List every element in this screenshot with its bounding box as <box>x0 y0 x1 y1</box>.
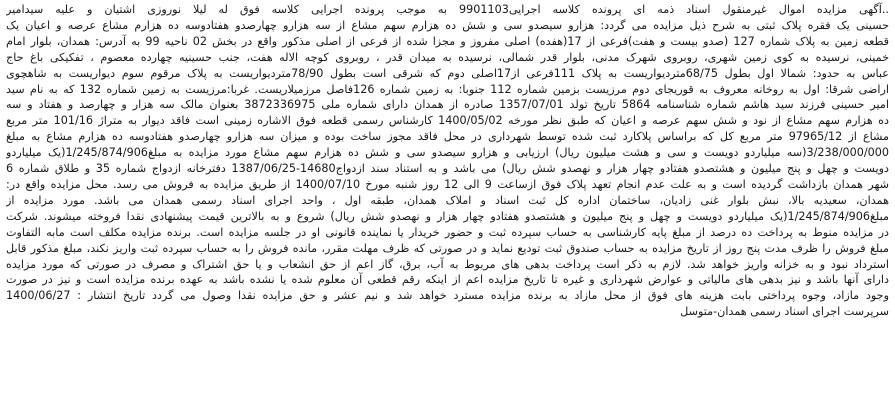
notice-line: همدان، سعیدیه بالا، نبش بلوار غنی زادیان، ساختمان اداره کل ثبت اسناد و املاک همدان، طبقه اول ، واحد اجرای اسناد رسمی همدان می باشد. مورد مزایده از <box>6 193 889 207</box>
notice-line: ..آگهی مزایده اموال غیرمنقول اسناد ذمه ای پرونده کلاسه اجرایی9901103 به موجب پرونده اجرایی کلاسه فوق له لیلا نوروزی اشتیان و علیه سیدامیر <box>6 3 889 16</box>
notice-line: دارای آنها باشد و نیز بدهی های مالیاتی و عوارض شهرداری و غیره تا تاریخ مزایده اعم از اینکه رقم قطعی آن معلوم شده یا نشده باشد به عهده برنده مزایده است و نیز در صورت <box>6 273 889 287</box>
notice-line: حسینی یک فقره پلاک ثبتی به شرح ذیل مزایده می گردد: هزارو سیصدو سی و شش ده هزارم سهم مشاع از سه هزارو چهارصدو هفتادوسه ده هزارم مشاع عرصه و اعیان یک <box>6 18 889 32</box>
notice-line: اراضی شرقا: اول به روخانه معروف به قوریجای دوم مرزیست بزمین شماره 112 جنوبا: به زمین شماره 126فاصل مرزمیلاریست. غربا:مرزیست به زمین شماره 132 که به نام سید <box>6 82 889 96</box>
notice-line: امیر حسینی فرزند سید هاشم شماره شناسنامه 5864 تاریخ تولد 1357/07/01 صادره از همدان دارای شماره ملی 3872336975 بعنوان مالک سه هزار و چهارصد و هفتاد و سه <box>6 98 889 112</box>
notice-line: ده هزارم سهم مشاع از نود و شش سهم عرصه و اعیان که طبق نظر مورخه 1400/05/02 کارشناس رسمی قطعه فوق الاشاره زمینی است فاقد دیوار به متراژ 101/16 متر مربع <box>6 114 889 128</box>
notice-line: قطعه زمین به پلاک شماره 127 (صدو بیست و هفت)فرعی از 17(هفده) اصلی مفروز و مجزا شده از فرعی از اصلی مذکور واقع در بخش 02 ناحیه 99 به آدرس: همدان، بلوار امام <box>6 34 889 48</box>
notice-line: دویست و چهل و پنج میلیون و هشتصدو هفتادو چهار هزار و نهصدو شش ریال) می باشد و به استناد سند ازدواج14680-1387/06/25 دفترخانه ازدواج شماره 35 و طلاق شماره 6 <box>6 162 889 176</box>
notice-line: شهر همدان بازداشت گردیده است و به علت عدم انجام تعهد پلاک فوق ازساعت 9 الی 12 روز شنبه مورخ 1400/07/10 از طریق مزایده به فروش می رسد. محل مزایده واقع در: <box>6 177 889 191</box>
notice-line: استرداد نبود و به خزانه واریز خواهد شد. لازم به ذکر است پرداخت بدهی های مربوط به آب، برق، گاز اعم از حق انشعاب و یا حق اشتراک و مصرف در صورتی که مورد مزایده <box>6 257 889 271</box>
notice-line: مبلغ فروش را ظرف مدت پنج روز از تاریخ مزایده به حساب صندوق ثبت تودیع نماید و در صورتی که ظرف مهلت مقرر، مانده فروش را به حساب سپرده ثبت واریز نکند، مبلغ مذکور قابل <box>6 241 889 255</box>
notice-line: عباس به حدود: شمالا اول بطول 68/75مترديواريست به پلاک 111فرعی از17اصلی دوم که شرقی است بطول 78/90متردیواریست به پلاک مرقوم سوم دیواریست به شاهچوی <box>6 66 889 80</box>
notice-signature-line: سرپرست اجرای اسناد رسمی همدان-متوسل <box>680 305 889 319</box>
notice-line: در مزایده منوط به پرداخت ده درصد از مبلغ پایه کارشناسی به حساب سپرده ثبت و حضور خریدار یا نماینده قانونی او در جلسه مزایده است. برنده مزایده مکلف است مابه التفاوت <box>6 225 889 239</box>
notice-line: وجود مازاد، وجوه پرداختی بابت هزینه های فوق از محل مازاد به برنده مزایده مسترد خواهد شد و نیم عشر و حق مزایده نقدا وصول می گردد تاریخ انتشار : 1400/06/27 <box>6 289 889 303</box>
notice-line: 3/238/000/000(سه میلیاردو دویست و سی و هشت میلیون ریال) ارزیابی و هزارو سیصدو سی و شش ده هزارم سهم مشاع مورد مزایده به مبلغ1/245/874/906(یک میلیاردو <box>6 146 889 160</box>
notice-line: مشاع از 97965/12 متر مربع کل که براساس پلاکارد ثبت شده توسط شهرداری در محل فاقد مجوز ساخت بوده و میزان سه هزارو چهارصدو هفتادوسه ده هزارم مشاع به مبلغ <box>6 130 889 144</box>
notice-line: مبلغ1/245/874/906(یک میلیاردو دویست و چهل و پنج میلیون و هشتصدو هفتادو چهار هزار و نهصدو شش ریال) شروع و به بالاترین قیمت پیشنهادی نقدا فروخته میشوند. شرکت <box>6 209 889 223</box>
notice-line: خمینی، نرسیده به کوی زمین شهری، روبروی شهرک مدنی، بلوار قدر شمالی، نرسیده به میدان قدر ، روبروی کوچه الاله هفت، جنب حسینیه چهارده معصوم ، تفکیکی باغ حاج <box>6 50 889 64</box>
